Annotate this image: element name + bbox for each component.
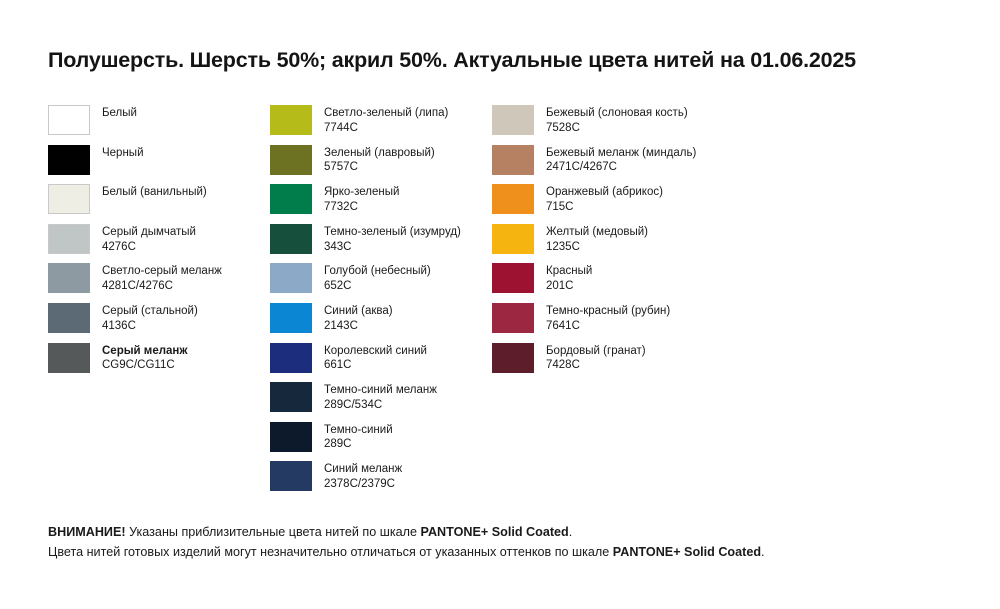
swatch-row <box>48 105 270 145</box>
pantone-code: 7428C <box>546 359 580 372</box>
swatch-column-1 <box>48 105 270 501</box>
swatch-row <box>48 145 270 185</box>
color-chip <box>48 343 90 373</box>
pantone-code: 343C <box>324 240 352 253</box>
color-name: Темно-красный (рубин) <box>546 304 671 317</box>
swatch-labels <box>90 145 144 161</box>
color-name: Темно-зеленый (изумруд) <box>324 225 461 238</box>
color-chip <box>492 343 534 373</box>
pantone-code: 4281C/4276C <box>102 280 173 293</box>
color-chip <box>492 145 534 175</box>
color-name: Бордовый (гранат) <box>546 344 646 357</box>
color-name: Красный <box>546 265 593 278</box>
swatch-labels <box>90 184 207 200</box>
color-chip <box>270 145 312 175</box>
swatch-row <box>492 263 732 303</box>
color-chip <box>270 105 312 135</box>
disclaimer-text: Цвета нитей готовых изделий могут незначительно отличаться от указанных оттенков по шкале <box>48 544 613 559</box>
color-chip <box>48 263 90 293</box>
swatch-row <box>492 184 732 224</box>
color-chip <box>492 184 534 214</box>
color-name: Серый дымчатый <box>102 225 196 238</box>
color-name: Черный <box>102 146 144 159</box>
color-chip <box>48 145 90 175</box>
color-chip <box>270 184 312 214</box>
color-name: Бежевый (слоновая кость) <box>546 107 688 119</box>
color-chip <box>270 461 312 491</box>
color-chip <box>48 224 90 254</box>
color-chip <box>492 303 534 333</box>
pantone-code: 1235C <box>546 240 580 253</box>
swatch-labels <box>534 263 592 293</box>
pantone-code: 2471C/4267C <box>546 161 617 174</box>
swatch-labels <box>312 224 461 254</box>
color-chip <box>270 224 312 254</box>
color-chip <box>270 263 312 293</box>
color-chip <box>270 422 312 452</box>
color-name: Серый меланж <box>102 344 188 357</box>
color-chip <box>270 343 312 373</box>
swatch-row <box>270 145 492 185</box>
swatch-row <box>270 343 492 383</box>
swatch-labels <box>312 422 393 452</box>
swatch-labels <box>312 105 448 135</box>
swatch-labels <box>534 184 663 214</box>
swatch-labels <box>90 343 188 373</box>
swatch-row <box>492 303 732 343</box>
footer-notes <box>48 523 968 562</box>
color-name: Белый (ванильный) <box>102 186 207 199</box>
attention-text-end: . <box>568 525 573 539</box>
swatch-row <box>270 105 492 145</box>
color-name: Светло-серый меланж <box>102 265 222 278</box>
pantone-code: 2378C/2379C <box>324 478 395 491</box>
color-name: Желтый (медовый) <box>546 225 648 238</box>
swatch-labels <box>534 343 646 373</box>
color-name: Синий (аква) <box>324 304 393 317</box>
swatch-labels <box>90 263 222 293</box>
color-name: Зеленый (лавровый) <box>324 146 435 159</box>
swatch-labels <box>312 461 402 491</box>
color-name: Светло-зеленый (липа) <box>324 107 449 119</box>
swatch-labels <box>312 343 427 373</box>
pantone-code: 289C/534C <box>324 398 383 411</box>
pantone-code: CG9C/CG11C <box>102 359 175 372</box>
pantone-code: 5757C <box>324 161 358 174</box>
color-name: Бежевый меланж (миндаль) <box>546 146 697 159</box>
color-name: Темно-синий <box>324 423 393 436</box>
swatch-row <box>492 224 732 264</box>
pantone-code: 715C <box>546 200 574 213</box>
pantone-code: 7732C <box>324 200 358 213</box>
pantone-code: 4136C <box>102 319 136 332</box>
pantone-code: 7744C <box>324 121 358 134</box>
pantone-scale-name-2: PANTONE+ Solid Coated <box>612 544 762 559</box>
color-chip <box>492 105 534 135</box>
swatch-row <box>48 184 270 224</box>
disclaimer-text-end: . <box>761 544 765 559</box>
swatch-row <box>48 263 270 303</box>
swatch-labels <box>312 303 393 333</box>
swatch-row <box>270 461 492 501</box>
pantone-code: 7528C <box>546 121 580 134</box>
pantone-code: 661C <box>324 359 352 372</box>
swatch-labels <box>312 263 431 293</box>
pantone-code: 2143C <box>324 319 358 332</box>
pantone-code: 289C <box>324 438 352 451</box>
swatch-row <box>492 343 732 383</box>
color-chip <box>48 105 90 135</box>
page-title: Полушерсть. Шерсть 50%; акрил 50%. Актуальные цвета нитей на 01.06.2025 <box>48 48 856 72</box>
swatch-labels <box>312 145 435 175</box>
color-name: Темно-синий меланж <box>324 384 437 397</box>
footer-line-1 <box>48 523 968 543</box>
swatch-row <box>492 145 732 185</box>
swatch-row <box>270 224 492 264</box>
pantone-scale-name-1: PANTONE+ Solid Coated <box>420 525 569 539</box>
swatch-labels <box>534 303 670 333</box>
color-name: Королевский синий <box>324 344 427 357</box>
footer-line-2 <box>48 543 968 563</box>
swatch-labels <box>90 303 198 333</box>
swatch-column-3 <box>492 105 732 501</box>
color-chip <box>270 382 312 412</box>
color-name: Синий меланж <box>324 463 403 476</box>
color-chip <box>492 263 534 293</box>
pantone-code: 201C <box>546 280 574 293</box>
swatch-row <box>270 263 492 303</box>
color-name: Белый <box>102 107 137 119</box>
color-chip <box>48 303 90 333</box>
swatch-row <box>270 422 492 462</box>
swatch-row <box>492 105 732 145</box>
pantone-code: 652C <box>324 280 352 293</box>
swatch-row <box>48 303 270 343</box>
swatch-labels <box>534 224 648 254</box>
swatch-column-2 <box>270 105 492 501</box>
pantone-code: 7641C <box>546 319 580 332</box>
swatch-labels <box>90 224 196 254</box>
swatch-labels <box>90 105 137 121</box>
color-name: Ярко-зеленый <box>324 186 400 199</box>
swatch-columns <box>48 105 958 501</box>
swatch-labels <box>534 105 688 135</box>
pantone-code: 4276C <box>102 240 136 253</box>
color-name: Оранжевый (абрикос) <box>546 186 663 199</box>
swatch-row <box>270 382 492 422</box>
swatch-row <box>48 343 270 383</box>
attention-label: ВНИМАНИЕ! <box>48 525 126 539</box>
color-name: Голубой (небесный) <box>324 265 431 278</box>
color-chip <box>48 184 90 214</box>
color-chip <box>270 303 312 333</box>
swatch-labels <box>534 145 696 175</box>
swatch-labels <box>312 184 399 214</box>
attention-text: Указаны приблизительные цвета нитей по шкале <box>125 525 421 539</box>
swatch-row <box>48 224 270 264</box>
swatch-row <box>270 303 492 343</box>
color-chip <box>492 224 534 254</box>
color-name: Серый (стальной) <box>102 304 198 317</box>
swatch-labels <box>312 382 437 412</box>
swatch-row <box>270 184 492 224</box>
